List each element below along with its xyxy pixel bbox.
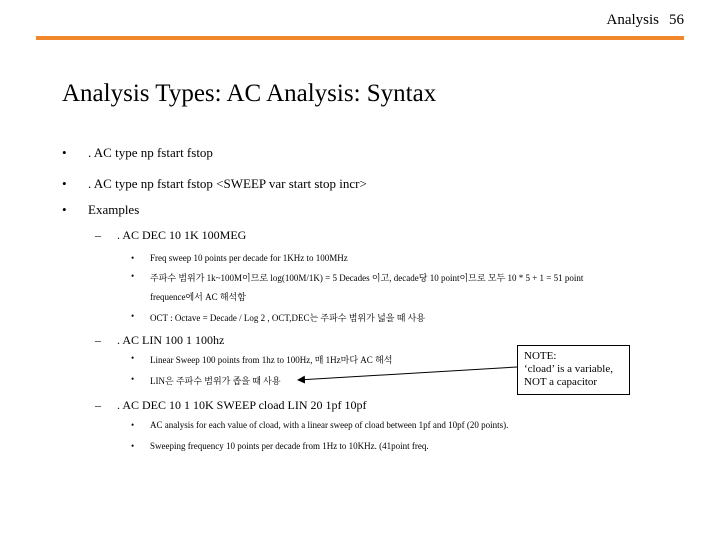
page-number: 56 [669,12,684,28]
dash-glyph: – [95,398,101,412]
item-syntax-sweep: . AC type np fstart fstop <SWEEP var start stop incr> [88,176,367,191]
bullet-glyph: • [131,374,135,384]
example-1-note-1: Freq sweep 10 points per decade for 1KHz to 100MHz [150,253,348,263]
example-3-code: . AC DEC 10 1 10K SWEEP cload LIN 20 1pf 10pf [117,398,367,412]
header-title: Analysis [606,12,659,28]
dash-glyph: – [95,333,101,347]
bullet-glyph: • [131,271,135,281]
example-3-note-1: AC analysis for each value of cload, with a linear sweep of cload between 1pf and 10pf (20 points). [150,420,509,430]
item-examples: Examples [88,202,140,217]
callout-line-2: ‘cload’ is a variable, [524,363,613,375]
example-1-note-3: OCT : Octave = Decade / Log 2 , OCT,DEC는 주파수 범위가 넓을 때 사용 [150,313,426,323]
bullet-glyph: • [131,353,135,363]
example-2-note-2: LIN은 주파수 범위가 좁을 때 사용 [150,376,281,386]
example-2-code: . AC LIN 100 1 100hz [117,333,225,347]
example-1-note-2: 주파수 범위가 1k~100M이므로 log(100M/1K) = 5 Decades 이고, decade당 10 point이므로 모두 10 * 5 + 1 = 51 point [150,273,584,283]
bullet-glyph: • [62,145,67,160]
dash-glyph: – [95,228,101,242]
callout-line-3: NOT a capacitor [524,376,598,388]
callout-line-1: NOTE: [524,350,557,362]
item-syntax-basic: . AC type np fstart fstop [88,145,213,160]
example-2-note-1: Linear Sweep 100 points from 1hz to 100Hz, 매 1Hz마다 AC 해석 [150,355,393,365]
bullet-glyph: • [131,441,135,451]
example-3-note-2: Sweeping frequency 10 points per decade from 1Hz to 10KHz. (41point freq. [150,441,429,451]
bullet-glyph: • [131,253,135,263]
callout-note [517,345,630,395]
bullet-glyph: • [131,311,135,321]
bullet-glyph: • [62,176,67,191]
example-1-note-2-continued: frequence에서 AC 해석함 [150,292,246,302]
bullet-glyph: • [62,202,67,217]
slide-title: Analysis Types: AC Analysis: Syntax [62,80,437,107]
bullet-glyph: • [131,420,135,430]
example-1-code: . AC DEC 10 1K 100MEG [117,228,247,242]
